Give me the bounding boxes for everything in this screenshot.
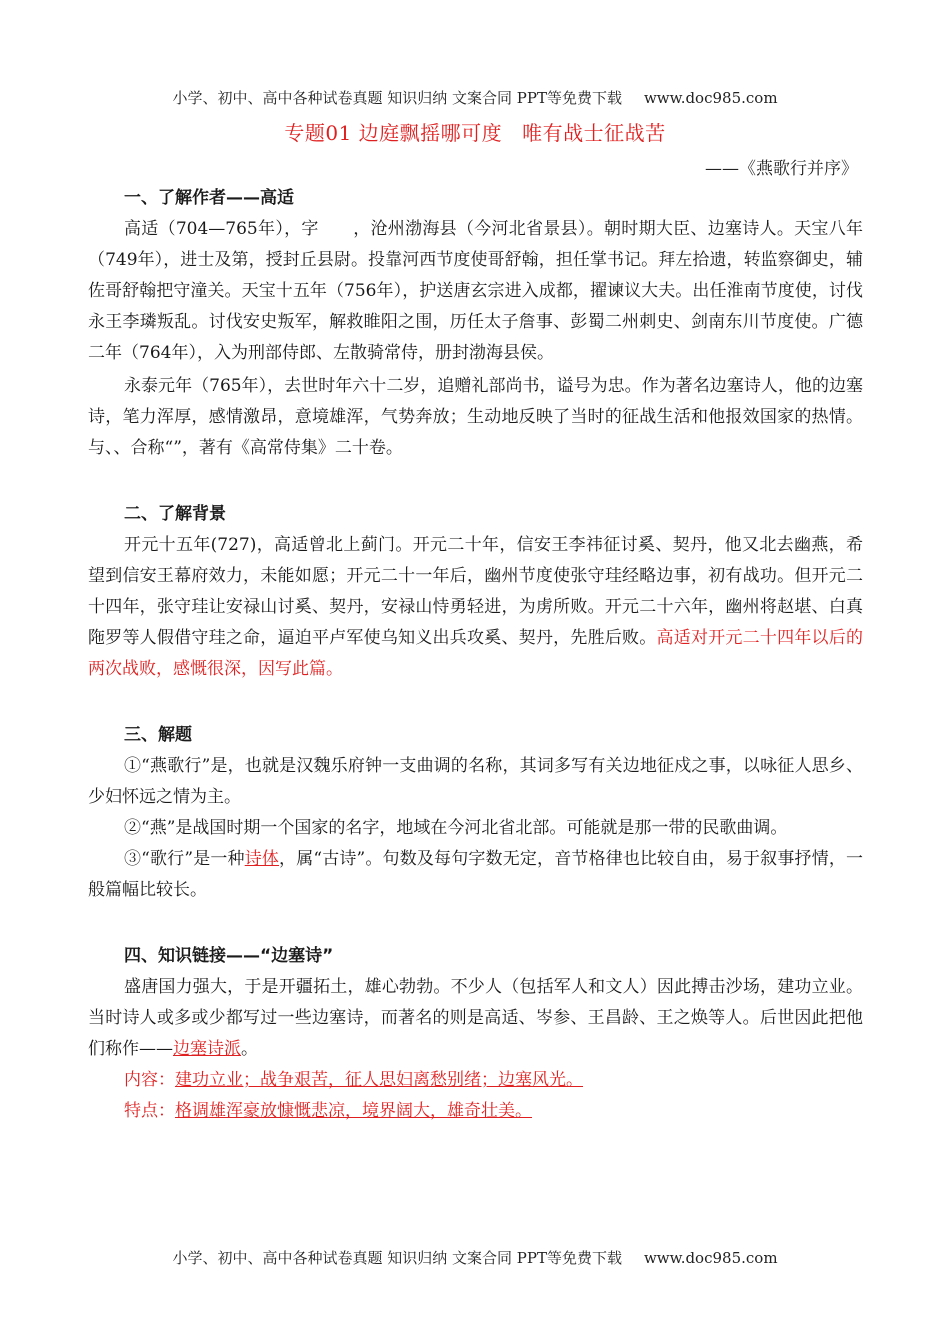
title-main: 专题01 边庭飘摇哪可度 [284, 121, 503, 145]
explain-item-3-start: ③“歌行”是一种 [124, 849, 245, 869]
content-row [88, 1065, 863, 1096]
page-title [0, 117, 950, 146]
page-footer [0, 1247, 950, 1268]
section-heading-author: 一、了解作者——高适 [124, 188, 294, 208]
poetry-form-link[interactable]: 诗体 [244, 849, 280, 869]
page-header [0, 87, 950, 108]
frontier-end: 。 [241, 1039, 258, 1059]
feature-label: 特点： [124, 1101, 175, 1121]
header-text: 小学、初中、高中各种试卷真题 知识归纳 文案合同 PPT等免费下载 [172, 89, 622, 107]
footer-text: 小学、初中、高中各种试卷真题 知识归纳 文案合同 PPT等免费下载 [172, 1249, 622, 1267]
page-subtitle: ——《燕歌行并序》 [705, 159, 858, 179]
frontier-text: 盛唐国力强大，于是开疆拓土，雄心勃勃。不少人（包括军人和文人）因此搏击沙场，建功立业。当时诗人或多或少都写过一些边塞诗，而著名的则是高适、岑参、王昌龄、王之焕等人。后世因此把他们称作—— [88, 977, 863, 1059]
background-paragraph [88, 530, 863, 685]
content-label: 内容： [124, 1070, 175, 1090]
feature-row [88, 1096, 863, 1127]
title-sub: 唯有战士征战苦 [522, 121, 666, 145]
feature-value: 格调雄浑豪放慷慨悲凉，境界阔大，雄奇壮美。 [175, 1101, 532, 1121]
frontier-school-link[interactable]: 边塞诗派 [173, 1039, 241, 1059]
author-paragraph-1: 高适（704—765年），字 ，沧州渤海县（今河北省景县）。朝时期大臣、边塞诗人。天宝八年（749年），进士及第，授封丘县尉。投靠河西节度使哥舒翰，担任掌书记。拜左拾遗，转监察御史，辅佐哥舒翰把守潼关。天宝十五年（756年），护送唐玄宗进入成都，擢谏议大夫。出任淮南节度使，讨伐永王李璘叛乱。讨伐安史叛军，解救睢阳之围，历任太子詹事、彭蜀二州刺史、剑南东川节度使。广德二年（764年），入为刑部侍郎、左散骑常侍，册封渤海县侯。 [88, 219, 863, 363]
header-site-link[interactable]: www.doc985.com [643, 89, 778, 107]
section-heading-frontier-poetry: 四、知识链接——“边塞诗” [124, 946, 334, 966]
explain-item-2: ②“燕”是战国时期一个国家的名字，地域在今河北省北部。可能就是那一带的民歌曲调。 [124, 818, 788, 838]
explain-item-1: ①“燕歌行”是，也就是汉魏乐府钟一支曲调的名称，其词多写有关边地征戍之事，以咏征人思乡、少妇怀远之情为主。 [88, 756, 863, 807]
explain-item-3 [88, 844, 863, 906]
section-heading-background: 二、了解背景 [124, 504, 226, 524]
main-content [88, 182, 863, 1127]
explain-item-3-end: ，属“古诗”。句数及每句字数无定，音节格律也比较自由，易于叙事抒情，一般篇幅比较长。 [88, 849, 863, 900]
content-value: 建功立业；战争艰苦，征人思妇离愁别绪；边塞风光。 [175, 1070, 583, 1090]
background-highlight: 高适对开元二十四年以后的两次战败，感慨很深，因写此篇。 [88, 628, 863, 679]
author-paragraph-2: 永泰元年（765年），去世时年六十二岁，追赠礼部尚书，谥号为忠。作为著名边塞诗人，他的边塞诗，笔力浑厚，感情激昂，意境雄浑，气势奔放；生动地反映了当时的征战生活和他报效国家的热情。与、、合称“”，著有《高常侍集》二十卷。 [88, 376, 863, 458]
footer-site-link[interactable]: www.doc985.com [643, 1249, 778, 1267]
frontier-paragraph [88, 972, 863, 1065]
background-text: 开元十五年(727)，高适曾北上蓟门。开元二十年，信安王李祎征讨奚、契丹，他又北去幽燕，希望到信安王幕府效力，未能如愿；开元二十一年后，幽州节度使张守珪经略边事，初有战功。但开元二十四年，张守珪让安禄山讨奚、契丹，安禄山恃勇轻进，为虏所败。开元二十六年，幽州将赵堪、白真陁罗等人假借守珪之命，逼迫平卢军使乌知义出兵攻奚、契丹，先胜后败。 [88, 535, 863, 648]
section-heading-title-explain: 三、解题 [124, 725, 192, 745]
